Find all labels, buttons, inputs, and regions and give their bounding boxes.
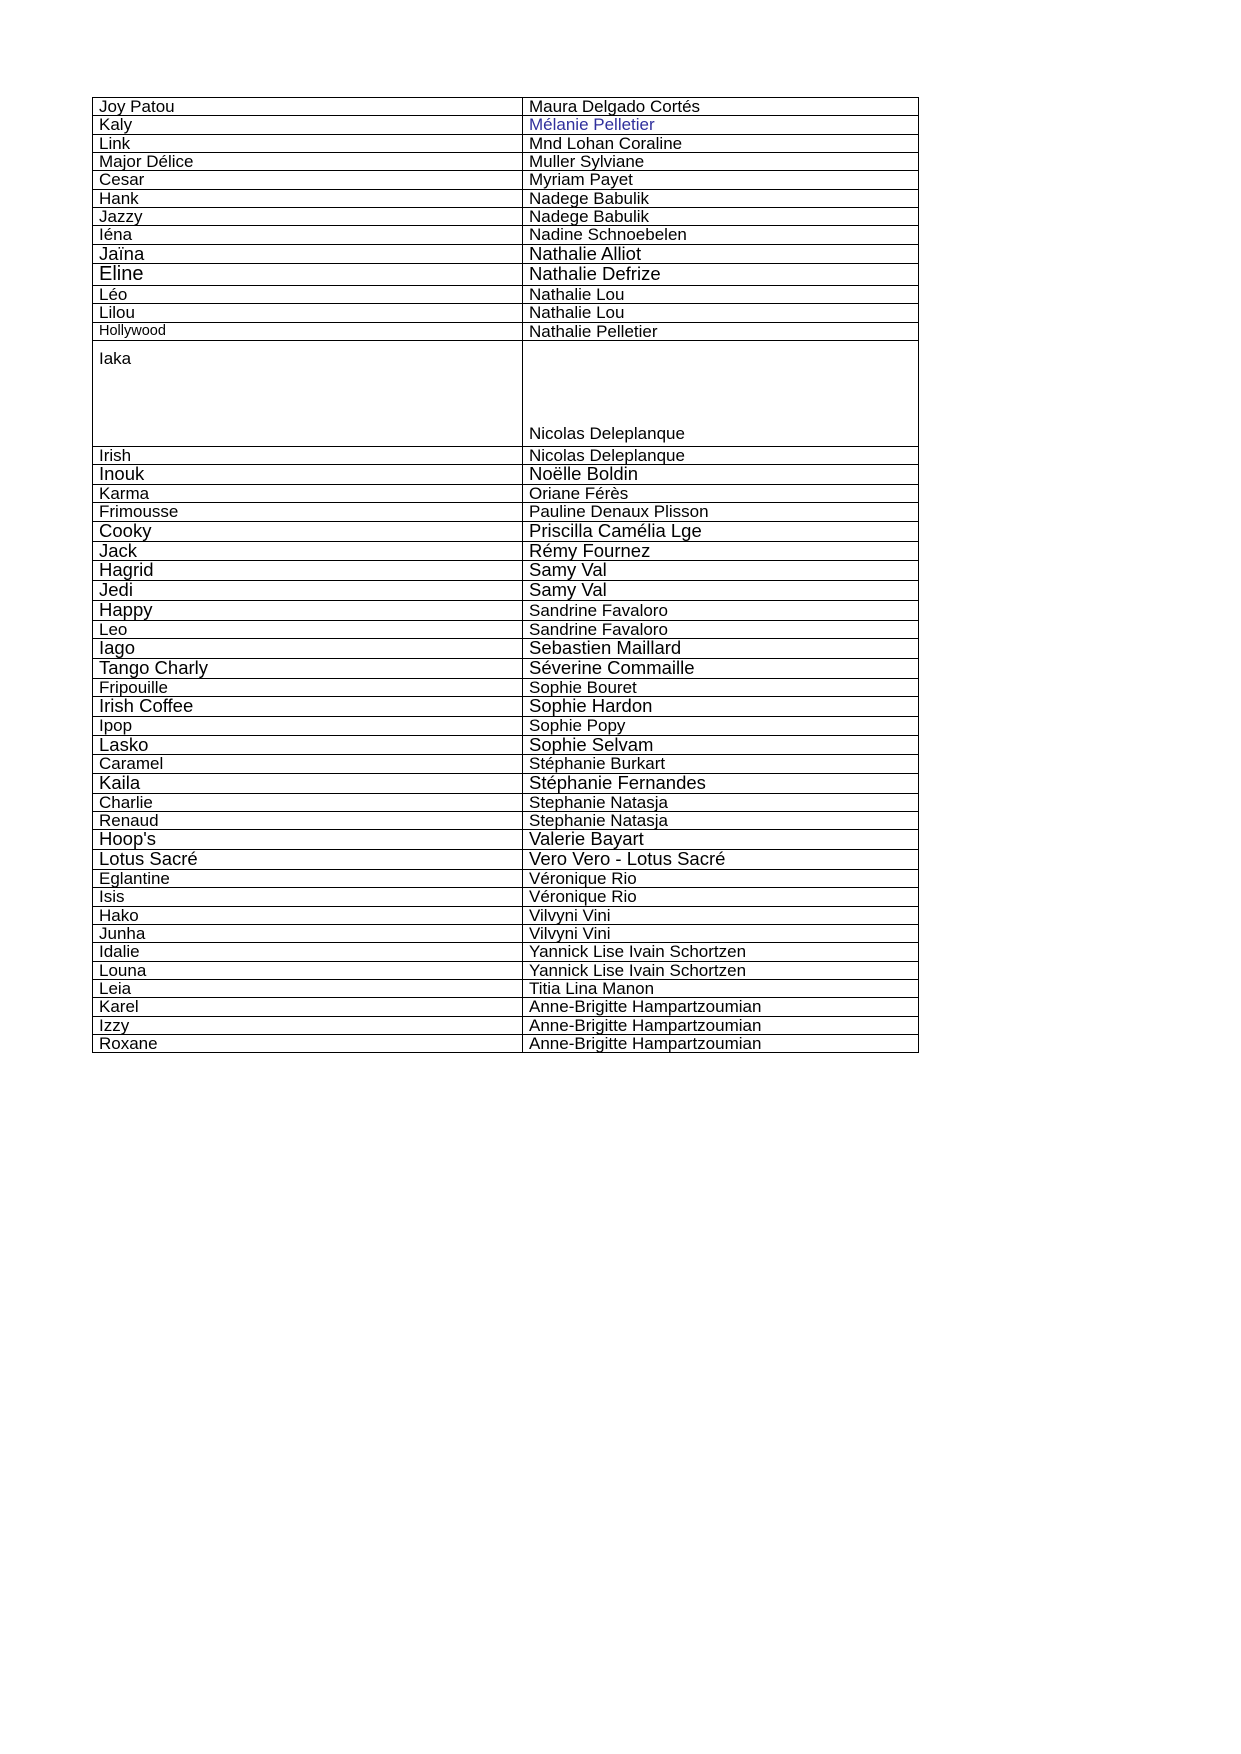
pet-name-cell: Izzy	[93, 1016, 523, 1034]
table-row	[93, 285, 919, 303]
table-row	[93, 943, 919, 961]
pet-name-cell: Léo	[93, 285, 523, 303]
table-row	[93, 830, 919, 850]
pet-name-cell: Jack	[93, 541, 523, 561]
pet-name-cell: Kaly	[93, 116, 523, 134]
table-row	[93, 561, 919, 581]
owner-name-cell: Sebastien Maillard	[523, 639, 919, 659]
table-row	[93, 659, 919, 679]
pet-name-cell: Idalie	[93, 943, 523, 961]
pet-name-cell: Fripouille	[93, 679, 523, 697]
owner-name-cell: Sophie Selvam	[523, 735, 919, 755]
table-row	[93, 581, 919, 601]
owner-name-cell: Véronique Rio	[523, 888, 919, 906]
table-body	[93, 98, 919, 1053]
table-row	[93, 621, 919, 639]
table-row	[93, 304, 919, 322]
pet-name-cell: Leia	[93, 979, 523, 997]
table-row	[93, 152, 919, 170]
table-row	[93, 979, 919, 997]
table-row	[93, 244, 919, 264]
owner-name-cell: Maura Delgado Cortés	[523, 98, 919, 116]
table-row	[93, 793, 919, 811]
owner-name-cell: Nathalie Lou	[523, 285, 919, 303]
owner-name-cell: Stephanie Natasja	[523, 811, 919, 829]
owner-name-cell: Sophie Popy	[523, 717, 919, 735]
pet-name-cell: Kaila	[93, 773, 523, 793]
pet-name-cell: Hagrid	[93, 561, 523, 581]
table-row	[93, 98, 919, 116]
owner-name-cell: Stéphanie Fernandes	[523, 773, 919, 793]
owner-name-cell: Rémy Fournez	[523, 541, 919, 561]
table-row	[93, 961, 919, 979]
owner-name-cell: Nathalie Lou	[523, 304, 919, 322]
pet-name-cell: Eglantine	[93, 869, 523, 887]
owner-name-cell: Sandrine Favaloro	[523, 621, 919, 639]
owner-name-cell: Nicolas Deleplanque	[523, 446, 919, 464]
table-row	[93, 998, 919, 1016]
pet-name-cell: Hako	[93, 906, 523, 924]
owner-name-cell: Anne-Brigitte Hampartzoumian	[523, 998, 919, 1016]
pet-name-cell: Irish Coffee	[93, 697, 523, 717]
pet-name-cell: Lasko	[93, 735, 523, 755]
table-row	[93, 521, 919, 541]
owner-name-cell: Anne-Brigitte Hampartzoumian	[523, 1034, 919, 1052]
pet-name-cell: Roxane	[93, 1034, 523, 1052]
pet-name-cell: Inouk	[93, 465, 523, 485]
table-row	[93, 811, 919, 829]
pet-name-cell: Eline	[93, 264, 523, 285]
pet-name-cell: Junha	[93, 924, 523, 942]
owner-name-cell: Stéphanie Burkart	[523, 755, 919, 773]
table-row	[93, 134, 919, 152]
owner-name-cell: Oriane Férès	[523, 485, 919, 503]
owner-name-cell: Vero Vero - Lotus Sacré	[523, 850, 919, 870]
pet-name-cell: Frimousse	[93, 503, 523, 521]
owner-name-cell: Mnd Lohan Coraline	[523, 134, 919, 152]
table-row	[93, 717, 919, 735]
owner-name-cell: Nathalie Pelletier	[523, 322, 919, 340]
table-row	[93, 906, 919, 924]
pet-name-cell: Charlie	[93, 793, 523, 811]
owner-name-cell: Sophie Bouret	[523, 679, 919, 697]
table-row	[93, 226, 919, 244]
pet-name-cell: Caramel	[93, 755, 523, 773]
table-row	[93, 541, 919, 561]
pet-name-cell: Jedi	[93, 581, 523, 601]
owner-name-cell: Titia Lina Manon	[523, 979, 919, 997]
owner-name-cell: Mélanie Pelletier	[523, 116, 919, 134]
pet-name-cell: Karma	[93, 485, 523, 503]
table-row	[93, 264, 919, 285]
pet-name-cell: Cooky	[93, 521, 523, 541]
table-row	[93, 869, 919, 887]
pet-name-cell: Ipop	[93, 717, 523, 735]
table-row	[93, 755, 919, 773]
pet-name-cell: Happy	[93, 601, 523, 621]
pet-name-cell: Hoop's	[93, 830, 523, 850]
table-row	[93, 850, 919, 870]
pet-name-cell: Joy Patou	[93, 98, 523, 116]
pet-name-cell: Karel	[93, 998, 523, 1016]
owner-name-cell: Sandrine Favaloro	[523, 601, 919, 621]
pet-name-cell: Isis	[93, 888, 523, 906]
owner-name-cell: Vilvyni Vini	[523, 906, 919, 924]
table-row	[93, 446, 919, 464]
pet-name-cell: Hollywood	[93, 322, 523, 340]
pet-name-cell: Iéna	[93, 226, 523, 244]
owner-name-cell: Pauline Denaux Plisson	[523, 503, 919, 521]
owner-name-cell: Nicolas Deleplanque	[523, 340, 919, 446]
pet-name-cell: Tango Charly	[93, 659, 523, 679]
table-row	[93, 697, 919, 717]
owner-name-cell: Nadine Schnoebelen	[523, 226, 919, 244]
table-row	[93, 679, 919, 697]
names-table	[92, 97, 919, 1053]
pet-name-cell: Link	[93, 134, 523, 152]
owner-name-cell: Vilvyni Vini	[523, 924, 919, 942]
owner-name-cell: Nathalie Alliot	[523, 244, 919, 264]
table-row	[93, 601, 919, 621]
pet-name-cell: Iago	[93, 639, 523, 659]
owner-name-cell: Myriam Payet	[523, 171, 919, 189]
pet-name-cell: Hank	[93, 189, 523, 207]
owner-name-cell: Stephanie Natasja	[523, 793, 919, 811]
table-row	[93, 207, 919, 225]
pet-name-cell: Louna	[93, 961, 523, 979]
pet-name-cell: Jaïna	[93, 244, 523, 264]
owner-name-cell: Yannick Lise Ivain Schortzen	[523, 961, 919, 979]
owner-name-cell: Priscilla Camélia Lge	[523, 521, 919, 541]
pet-name-cell: Lilou	[93, 304, 523, 322]
pet-name-cell: Jazzy	[93, 207, 523, 225]
pet-name-cell: Renaud	[93, 811, 523, 829]
pet-name-cell: Irish	[93, 446, 523, 464]
owner-name-cell: Muller Sylviane	[523, 152, 919, 170]
table-row	[93, 465, 919, 485]
pet-name-cell: Iaka	[93, 340, 523, 446]
pet-name-cell: Cesar	[93, 171, 523, 189]
owner-name-cell: Nathalie Defrize	[523, 264, 919, 285]
owner-name-cell: Sophie Hardon	[523, 697, 919, 717]
table-row	[93, 924, 919, 942]
owner-name-cell: Nadege Babulik	[523, 207, 919, 225]
owner-name-cell: Noëlle Boldin	[523, 465, 919, 485]
owner-name-cell: Véronique Rio	[523, 869, 919, 887]
owner-name-cell: Samy Val	[523, 561, 919, 581]
owner-name-cell: Nadege Babulik	[523, 189, 919, 207]
pet-name-cell: Lotus Sacré	[93, 850, 523, 870]
table-row	[93, 116, 919, 134]
owner-name-cell: Valerie Bayart	[523, 830, 919, 850]
owner-name-cell: Séverine Commaille	[523, 659, 919, 679]
table-row	[93, 639, 919, 659]
table-row	[93, 322, 919, 340]
owner-name-cell: Anne-Brigitte Hampartzoumian	[523, 1016, 919, 1034]
table-row	[93, 485, 919, 503]
table-row	[93, 171, 919, 189]
table-row	[93, 888, 919, 906]
table-row	[93, 340, 919, 446]
table-row	[93, 189, 919, 207]
pet-name-cell: Major Délice	[93, 152, 523, 170]
owner-name-cell: Samy Val	[523, 581, 919, 601]
table-row	[93, 773, 919, 793]
table-row	[93, 1016, 919, 1034]
owner-name-cell: Yannick Lise Ivain Schortzen	[523, 943, 919, 961]
table-row	[93, 1034, 919, 1052]
pet-name-cell: Leo	[93, 621, 523, 639]
table-row	[93, 735, 919, 755]
table-row	[93, 503, 919, 521]
